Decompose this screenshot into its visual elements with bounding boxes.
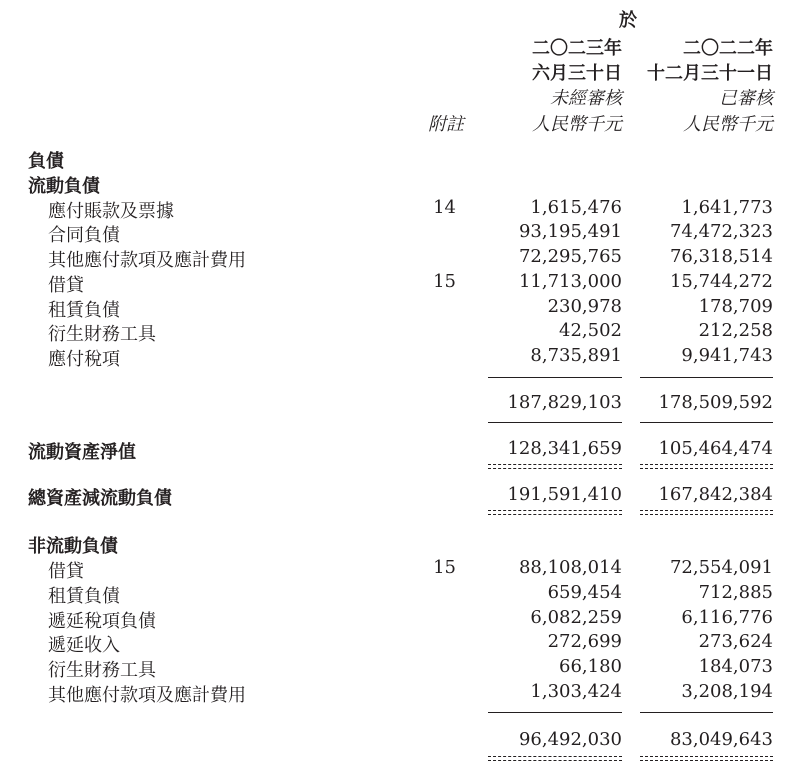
row-value-2023: 93,195,491 — [518, 221, 622, 242]
row-value-2022: 212,258 — [698, 320, 773, 341]
dashed-rule-2023 — [488, 514, 622, 515]
dashed-rule-2023 — [488, 756, 622, 757]
row-value-2023: 230,978 — [547, 296, 622, 317]
row-label: 遞延收入 — [48, 635, 120, 656]
row-value-2023: 659,454 — [547, 582, 622, 603]
row-value-2022: 712,885 — [698, 582, 773, 603]
row-value-2022: 76,318,514 — [669, 246, 773, 267]
col2-year: 二〇二二年 — [683, 38, 773, 59]
row-value-2023: 6,082,259 — [530, 607, 622, 628]
row-label: 遞延稅項負債 — [48, 611, 156, 632]
row-value-2023: 11,713,000 — [518, 271, 622, 292]
row-value-2022: 1,641,773 — [681, 197, 773, 218]
row-label: 衍生財務工具 — [48, 324, 156, 345]
row-label: 應付賬款及票據 — [48, 201, 174, 222]
current-liabilities-total-2023: 187,829,103 — [507, 392, 622, 413]
row-note: 15 — [433, 271, 456, 292]
total-assets-less-current-liabilities-2023: 191,591,410 — [507, 484, 622, 505]
row-label: 應付稅項 — [48, 349, 120, 370]
row-value-2023: 72,295,765 — [518, 246, 622, 267]
dashed-rule-2023 — [488, 510, 622, 511]
dashed-rule-2023 — [488, 468, 622, 469]
subtotal-rule-2022 — [640, 377, 773, 378]
header-at: 於 — [619, 10, 637, 31]
subtotal-rule-2023 — [488, 712, 622, 713]
net-current-assets-2023: 128,341,659 — [507, 438, 622, 459]
dashed-rule-2022 — [640, 464, 773, 465]
non-current-liabilities-title: 非流動負債 — [28, 536, 118, 557]
non-current-liabilities-total-2022: 83,049,643 — [669, 729, 773, 750]
row-value-2022: 184,073 — [698, 656, 773, 677]
row-value-2023: 8,735,891 — [530, 345, 622, 366]
row-value-2023: 272,699 — [547, 631, 622, 652]
dashed-rule-2022 — [640, 510, 773, 511]
row-value-2022: 9,941,743 — [681, 345, 773, 366]
row-value-2023: 66,180 — [559, 656, 622, 677]
col1-year: 二〇二三年 — [532, 38, 622, 59]
total-assets-less-current-liabilities-label: 總資產減流動負債 — [28, 488, 172, 509]
row-value-2023: 1,303,424 — [530, 681, 622, 702]
row-value-2022: 3,208,194 — [681, 681, 773, 702]
subtotal-rule-2022 — [640, 712, 773, 713]
dashed-rule-2022 — [640, 756, 773, 757]
dashed-rule-2023 — [488, 464, 622, 465]
row-value-2023: 42,502 — [559, 320, 622, 341]
col1-unit: 人民幣千元 — [532, 114, 622, 135]
row-label: 借貸 — [48, 275, 84, 296]
dashed-rule-2022 — [640, 468, 773, 469]
row-value-2022: 74,472,323 — [669, 221, 773, 242]
subtotal-rule-2023 — [488, 377, 622, 378]
col1-status: 未經審核 — [550, 88, 622, 109]
non-current-liabilities-total-2023: 96,492,030 — [518, 729, 622, 750]
row-label: 合同負債 — [48, 225, 120, 246]
dashed-rule-2023 — [488, 760, 622, 761]
col2-status: 已審核 — [719, 88, 773, 109]
net-current-assets-label: 流動資產淨值 — [28, 442, 136, 463]
note-header: 附註 — [428, 114, 464, 135]
row-value-2023: 1,615,476 — [530, 197, 622, 218]
col2-unit: 人民幣千元 — [683, 114, 773, 135]
dashed-rule-2022 — [640, 514, 773, 515]
row-label: 租賃負債 — [48, 586, 120, 607]
current-liabilities-title: 流動負債 — [28, 176, 100, 197]
dashed-rule-2022 — [640, 760, 773, 761]
total-assets-less-current-liabilities-2022: 167,842,384 — [658, 484, 773, 505]
total-rule-2023 — [488, 422, 622, 423]
row-value-2022: 15,744,272 — [669, 271, 773, 292]
total-rule-2022 — [640, 422, 773, 423]
col1-date: 六月三十日 — [532, 63, 622, 84]
row-value-2022: 72,554,091 — [669, 557, 773, 578]
row-value-2022: 273,624 — [698, 631, 773, 652]
net-current-assets-2022: 105,464,474 — [658, 438, 773, 459]
row-label: 其他應付款項及應計費用 — [48, 685, 246, 706]
row-value-2023: 88,108,014 — [518, 557, 622, 578]
liabilities-title: 負債 — [28, 151, 64, 172]
row-note: 14 — [433, 197, 456, 218]
row-label: 其他應付款項及應計費用 — [48, 250, 246, 271]
row-label: 衍生財務工具 — [48, 660, 156, 681]
current-liabilities-total-2022: 178,509,592 — [658, 392, 773, 413]
row-label: 租賃負債 — [48, 300, 120, 321]
row-value-2022: 178,709 — [698, 296, 773, 317]
row-note: 15 — [433, 557, 456, 578]
row-value-2022: 6,116,776 — [681, 607, 773, 628]
col2-date: 十二月三十一日 — [647, 63, 773, 84]
row-label: 借貸 — [48, 561, 84, 582]
